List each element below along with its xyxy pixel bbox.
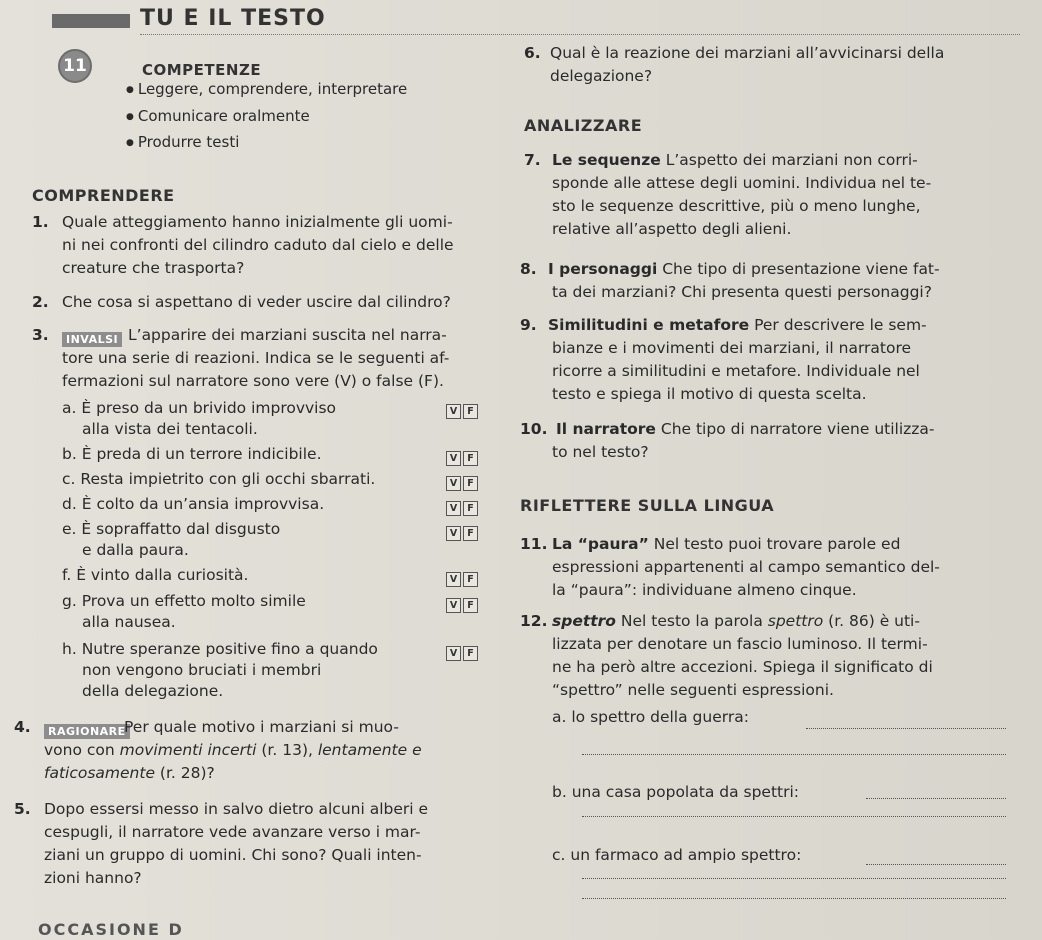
q8-line: I personaggi Che tipo di presentazione viene fat-	[548, 260, 940, 278]
q3-item-e-cont: e dalla paura.	[82, 541, 189, 559]
vf-choice-h[interactable]: V F	[446, 641, 480, 661]
vf-choice-b[interactable]: V F	[446, 446, 480, 466]
competenza-item: ● Leggere, comprendere, interpretare	[126, 80, 407, 98]
q8-line: ta dei marziani? Chi presenta questi personaggi?	[552, 283, 932, 301]
section-badge: 11	[58, 49, 92, 83]
ragionare-tag: RAGIONARE	[44, 720, 130, 739]
q3-item-a: a. È preso da un brivido improvviso	[62, 399, 337, 417]
q1-line: Quale atteggiamento hanno inizialmente gli uomi-	[62, 213, 453, 231]
competenza-item: ● Comunicare oralmente	[126, 107, 310, 125]
q3-item-h-cont: non vengono bruciati i membri	[82, 661, 322, 679]
q3-item-b: b. È preda di un terrore indicibile.	[62, 445, 322, 463]
q3-number: 3.	[32, 326, 49, 344]
q9-line: bianze e i movimenti dei marziani, il narratore	[552, 339, 912, 357]
q9-number: 9.	[520, 316, 537, 334]
q1-line: creature che trasporta?	[62, 259, 245, 277]
answer-line[interactable]	[582, 754, 1006, 755]
q10-line: Il narratore Che tipo di narratore viene utilizza-	[556, 420, 935, 438]
answer-line[interactable]	[806, 728, 1006, 729]
page-title: TU E IL TESTO	[140, 6, 326, 31]
q12-line: “spettro” nelle seguenti espressioni.	[552, 681, 834, 699]
q9-line: Similitudini e metafore Per descrivere le sem-	[548, 316, 927, 334]
q3-line: fermazioni sul narratore sono vere (V) o false (F).	[62, 372, 444, 390]
q5-line: cespugli, il narratore vede avanzare verso i mar-	[44, 823, 421, 841]
vf-choice-e[interactable]: V F	[446, 521, 480, 541]
q2-number: 2.	[32, 293, 49, 311]
q7-line: sto le sequenze descrittive, più o meno lunghe,	[552, 197, 921, 215]
invalsi-tag: INVALSI	[62, 328, 122, 347]
q7-line: relative all’aspetto degli alieni.	[552, 220, 792, 238]
competenze-heading: COMPETENZE	[142, 61, 262, 79]
q1-number: 1.	[32, 213, 49, 231]
vf-choice-a[interactable]: V F	[446, 399, 480, 419]
q8-number: 8.	[520, 260, 537, 278]
q3-item-c: c. Resta impietrito con gli occhi sbarrati.	[62, 470, 376, 488]
header-rule	[140, 34, 1020, 35]
q5-number: 5.	[14, 800, 31, 818]
q12-sub-c: c. un farmaco ad ampio spettro:	[552, 846, 802, 864]
q3-line: L’apparire dei marziani suscita nel narra-	[128, 326, 447, 344]
q3-item-a-cont: alla vista dei tentacoli.	[82, 420, 258, 438]
analizzare-heading: ANALIZZARE	[524, 116, 643, 135]
header-bar	[52, 14, 130, 28]
q11-number: 11.	[520, 535, 548, 553]
q9-line: ricorre a similitudini e metafore. Individuale nel	[552, 362, 920, 380]
q12-number: 12.	[520, 612, 548, 630]
q3-item-d: d. È colto da un’ansia improvvisa.	[62, 495, 325, 513]
answer-line[interactable]	[582, 816, 1006, 817]
q11-line: la “paura”: individuane almeno cinque.	[552, 581, 857, 599]
q3-item-e: e. È sopraffatto dal disgusto	[62, 520, 281, 538]
q7-line: sponde alle attese degli uomini. Individua nel te-	[552, 174, 932, 192]
competenza-item: ● Produrre testi	[126, 133, 239, 151]
q4-line: vono con movimenti incerti (r. 13), lentamente e	[44, 741, 422, 759]
q1-line: ni nei confronti del cilindro caduto dal cielo e delle	[62, 236, 454, 254]
q11-line: espressioni appartenenti al campo semantico del-	[552, 558, 940, 576]
q12-sub-b: b. una casa popolata da spettri:	[552, 783, 800, 801]
q4-number: 4.	[14, 718, 31, 736]
q3-item-h: h. Nutre speranze positive fino a quando	[62, 640, 378, 658]
q6-line: Qual è la reazione dei marziani all’avvicinarsi della	[550, 44, 945, 62]
vf-choice-c[interactable]: V F	[446, 471, 480, 491]
footer-occasione: OCCASIONE D	[38, 920, 184, 939]
q12-sub-a: a. lo spettro della guerra:	[552, 708, 749, 726]
q3-item-h-cont: della delegazione.	[82, 682, 224, 700]
q12-line: lizzata per denotare un fascio luminoso. Il termi-	[552, 635, 928, 653]
q3-item-g-cont: alla nausea.	[82, 613, 176, 631]
q12-line: ne ha però altre accezioni. Spiega il significato di	[552, 658, 933, 676]
q7-number: 7.	[524, 151, 541, 169]
vf-choice-f[interactable]: V F	[446, 567, 480, 587]
comprendere-heading: COMPRENDERE	[32, 186, 175, 205]
q7-line: Le sequenze L’aspetto dei marziani non corri-	[552, 151, 918, 169]
q6-number: 6.	[524, 44, 541, 62]
answer-line[interactable]	[582, 898, 1006, 899]
q11-line: La “paura” Nel testo puoi trovare parole ed	[552, 535, 901, 553]
q10-line: to nel testo?	[552, 443, 649, 461]
q3-line: tore una serie di reazioni. Indica se le seguenti af-	[62, 349, 450, 367]
q2-line: Che cosa si aspettano di veder uscire dal cilindro?	[62, 293, 451, 311]
q5-line: ziani un gruppo di uomini. Chi sono? Quali inten-	[44, 846, 422, 864]
answer-line[interactable]	[582, 878, 1006, 879]
q3-item-f: f. È vinto dalla curiosità.	[62, 566, 249, 584]
q5-line: Dopo essersi messo in salvo dietro alcuni alberi e	[44, 800, 429, 818]
q12-line: spettro Nel testo la parola spettro (r. 86) è uti-	[552, 612, 920, 630]
q6-line: delegazione?	[550, 67, 653, 85]
vf-choice-d[interactable]: V F	[446, 496, 480, 516]
riflettere-heading: RIFLETTERE SULLA LINGUA	[520, 496, 775, 515]
answer-line[interactable]	[866, 798, 1006, 799]
q9-line: testo e spiega il motivo di questa scelta.	[552, 385, 867, 403]
answer-line[interactable]	[866, 864, 1006, 865]
q5-line: zioni hanno?	[44, 869, 142, 887]
q4-line: Per quale motivo i marziani si muo-	[124, 718, 399, 736]
vf-choice-g[interactable]: V F	[446, 593, 480, 613]
q10-number: 10.	[520, 420, 548, 438]
q4-line: faticosamente (r. 28)?	[44, 764, 215, 782]
q3-item-g: g. Prova un effetto molto simile	[62, 592, 306, 610]
